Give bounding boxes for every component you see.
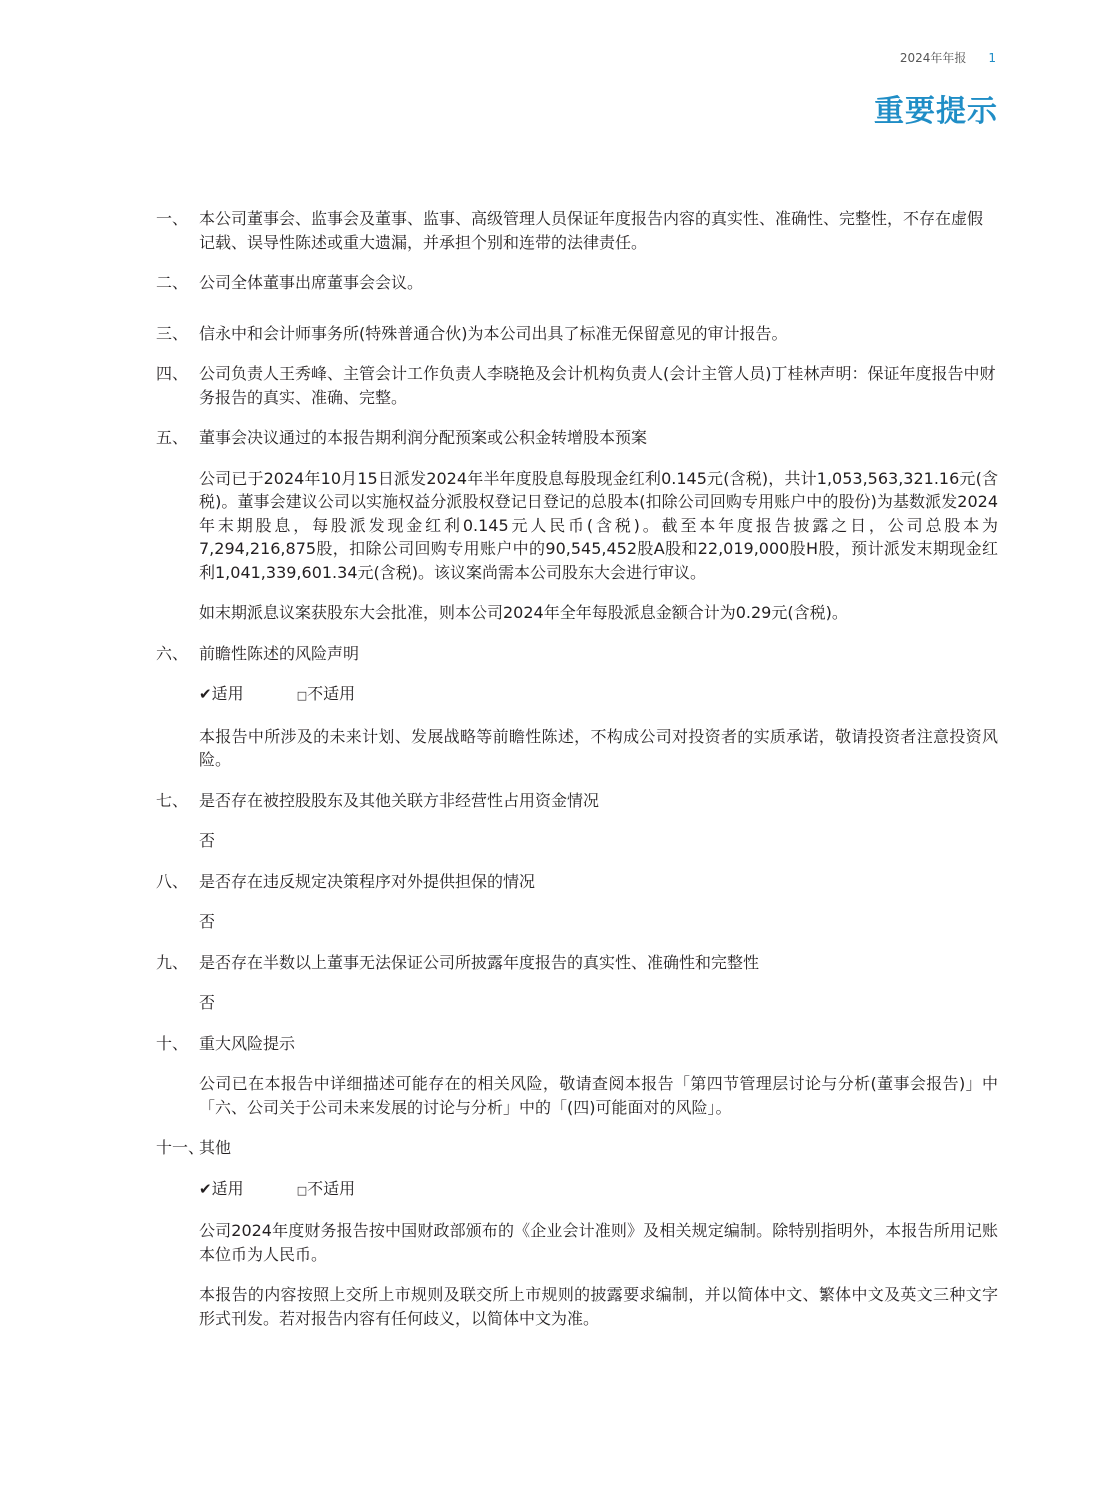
item-number: 十一、: [156, 1138, 205, 1157]
answer-text: 否: [199, 993, 216, 1012]
notice-item-5: [156, 426, 998, 450]
item-text: 公司负责人王秀峰、主管会计工作负责人李晓艳及会计机构负责人(会计主管人员)丁桂林声明：保证年度报告中财务报告的真实、准确、完整。: [199, 364, 996, 407]
item-number: 五、: [156, 428, 189, 447]
item-text: 是否存在违反规定决策程序对外提供担保的情况: [199, 871, 536, 891]
not-applicable-option: □不适用: [296, 1178, 356, 1198]
item-text: 董事会决议通过的本报告期利润分配预案或公积金转增股本预案: [199, 428, 648, 447]
report-header: [900, 49, 996, 66]
applicable-option: ✔适用: [199, 684, 244, 703]
empty-checkbox-icon: □: [296, 1183, 308, 1197]
notice-list: [156, 207, 998, 1347]
applicability-options: [156, 682, 998, 708]
dividend-paragraph: 公司已于2024年10月15日派发2024年半年度股息每股现金红利0.145元(含税)，共计1,053,563,321.16元(含税)。董事会建议公司以实施权益分派股权登记日登记的总股本(扣除公司回购专用账户中的股份)为基数派发2024年末期股息，每股派发现金红利0.145元人民币(含税)。截至本年度报告披露之日，公司总股本为7,294,216,875股，扣除公司回购专用账户中的90,545,452股A股和22,019,000股H股，预计派发末期现金红利1,041,339,601.34元(含税)。该议案尚需本公司股东大会进行审议。: [199, 468, 998, 582]
item-text: 其他: [199, 1138, 232, 1157]
notice-item-8: [156, 870, 998, 894]
item-number: 四、: [156, 364, 189, 383]
item-number: 六、: [156, 643, 189, 663]
dividend-summary-paragraph: 如末期派息议案获股东大会批准，则本公司2024年全年每股派息金额合计为0.29元(含税)。: [199, 603, 848, 622]
item-text: 公司全体董事出席董事会会议。: [199, 273, 424, 292]
item-number: 十、: [156, 1033, 189, 1053]
notice-item-9: [156, 951, 998, 975]
answer-text: 否: [199, 831, 216, 850]
notice-item-1: [156, 207, 998, 254]
notice-item-6: [156, 642, 998, 666]
major-risk-paragraph: 公司已在本报告中详细描述可能存在的相关风险，敬请查阅本报告「第四节管理层讨论与分析(董事会报告)」中「六、公司关于公司未来发展的讨论与分析」中的「(四)可能面对的风险」。: [199, 1074, 998, 1117]
answer-text: 否: [199, 912, 216, 931]
item-text: 信永中和会计师事务所(特殊普通合伙)为本公司出具了标准无保留意见的审计报告。: [199, 323, 788, 343]
applicable-option: ✔适用: [199, 1178, 244, 1198]
notice-item-10: [156, 1032, 998, 1056]
checkmark-icon: ✔: [199, 685, 212, 703]
item-number: 一、: [156, 209, 189, 228]
notice-item-7: [156, 789, 998, 813]
item-text: 重大风险提示: [199, 1033, 296, 1053]
checkmark-icon: ✔: [199, 1179, 212, 1198]
notice-item-11: [156, 1136, 998, 1160]
item-number: 九、: [156, 952, 189, 972]
notice-item-2: [156, 271, 998, 295]
notice-item-3: [156, 322, 998, 346]
risk-statement-paragraph: 本报告中所涉及的未来计划、发展战略等前瞻性陈述，不构成公司对投资者的实质承诺，敬请投资者注意投资风险。: [199, 726, 998, 769]
notice-item-4: [156, 362, 998, 409]
accounting-standard-paragraph: 公司2024年度财务报告按中国财政部颁布的《企业会计准则》及相关规定编制。除特别指明外，本报告所用记账本位币为人民币。: [199, 1221, 998, 1264]
page-number: 1: [988, 51, 996, 65]
empty-checkbox-icon: □: [296, 689, 308, 702]
item-number: 八、: [156, 871, 189, 891]
item-number: 二、: [156, 273, 189, 292]
page-title: 重要提示: [874, 94, 998, 129]
item-text: 本公司董事会、监事会及董事、监事、高级管理人员保证年度报告内容的真实性、准确性、完整性，不存在虚假记载、误导性陈述或重大遗漏，并承担个别和连带的法律责任。: [199, 209, 984, 252]
item-text: 是否存在被控股股东及其他关联方非经营性占用资金情况: [199, 790, 600, 810]
item-text: 前瞻性陈述的风险声明: [199, 643, 360, 663]
language-paragraph: 本报告的内容按照上交所上市规则及联交所上市规则的披露要求编制，并以简体中文、繁体中文及英文三种文字形式刊发。若对报告内容有任何歧义，以简体中文为准。: [199, 1285, 998, 1328]
not-applicable-option: □不适用: [296, 684, 356, 703]
applicability-options: [156, 1177, 998, 1203]
item-number: 七、: [156, 790, 189, 810]
item-text: 是否存在半数以上董事无法保证公司所披露年度报告的真实性、准确性和完整性: [199, 952, 760, 972]
item-number: 三、: [156, 323, 189, 343]
report-name: 2024年年报: [899, 51, 967, 65]
